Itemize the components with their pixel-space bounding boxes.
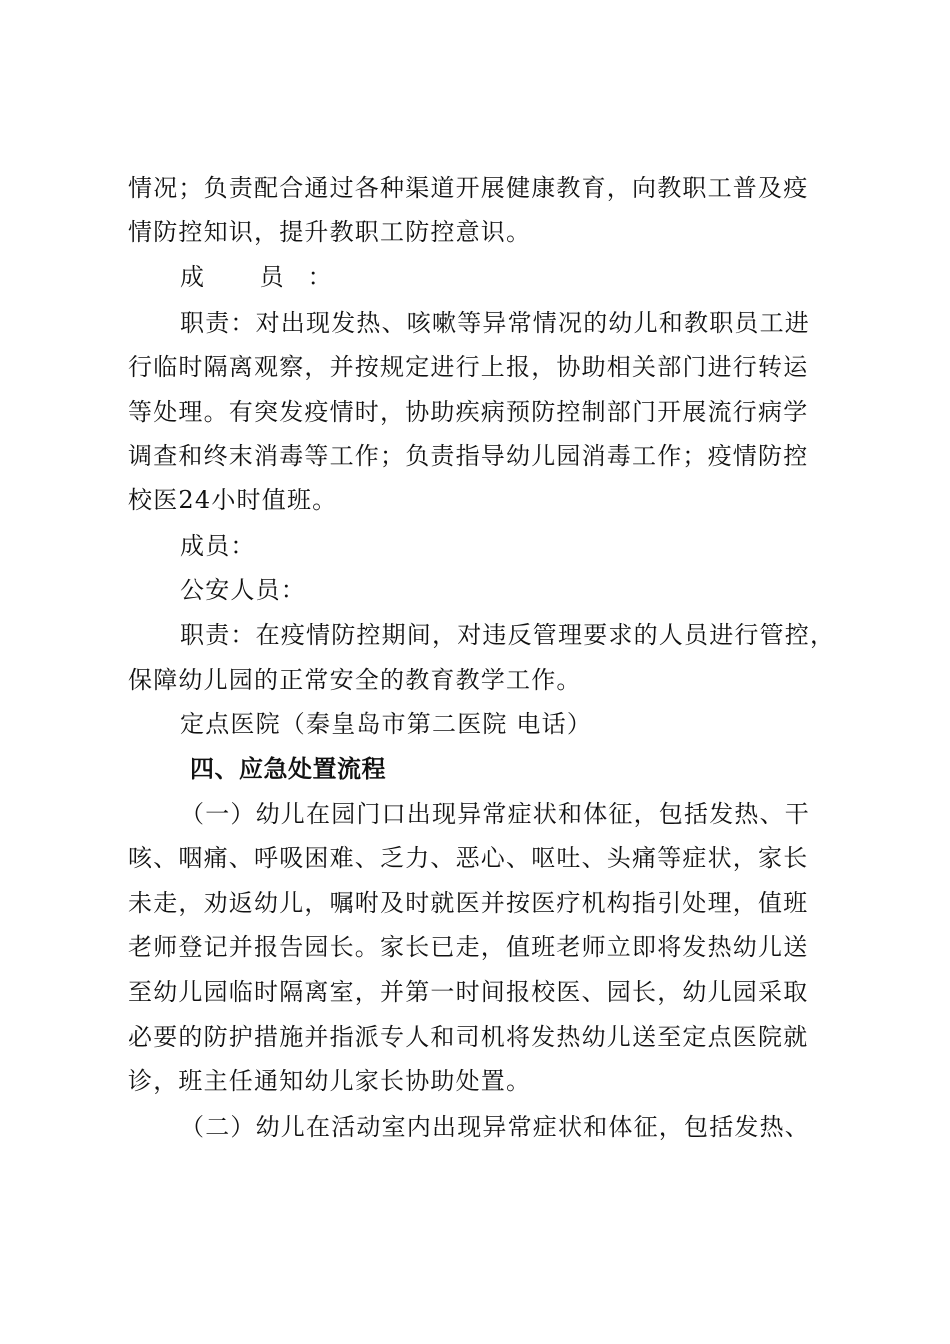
paragraph-line: 校医24小时值班。 [128,486,338,514]
paragraph-line: 未走，劝返幼儿，嘱咐及时就医并按医疗机构指引处理，值班 [128,889,809,917]
section-label: 成 员： [180,263,356,291]
paragraph-line: 调查和终末消毒等工作；负责指导幼儿园消毒工作；疫情防控 [128,442,809,470]
paragraph-line: 情防控知识，提升教职工防控意识。 [128,218,532,246]
paragraph-line: 职责：对出现发热、咳嗽等异常情况的幼儿和教职员工进 [180,309,810,337]
paragraph-line: 保障幼儿园的正常安全的教育教学工作。 [128,666,582,694]
paragraph-line: 等处理。有突发疫情时，协助疾病预防控制部门开展流行病学 [128,398,809,426]
paragraph-line: 咳、咽痛、呼吸困难、乏力、恶心、呕吐、头痛等症状，家长 [128,844,809,872]
section-label: 公安人员： [180,576,306,604]
paragraph-line: 职责：在疫情防控期间，对违反管理要求的人员进行管控， [180,621,836,649]
paragraph-line: 至幼儿园临时隔离室，并第一时间报校医、园长，幼儿园采取 [128,978,809,1006]
paragraph-line: 老师登记并报告园长。家长已走，值班老师立即将发热幼儿送 [128,933,809,961]
paragraph-line: （二）幼儿在活动室内出现异常症状和体征，包括发热、 [180,1113,810,1141]
section-heading: 四、应急处置流程 [190,755,386,783]
paragraph-line: （一）幼儿在园门口出现异常症状和体征，包括发热、干 [180,800,810,828]
paragraph-line: 行临时隔离观察，并按规定进行上报，协助相关部门进行转运 [128,353,809,381]
section-label: 成员： [180,532,256,560]
paragraph-line: 诊，班主任通知幼儿家长协助处置。 [128,1067,532,1095]
paragraph-line: 情况；负责配合通过各种渠道开展健康教育，向教职工普及疫 [128,174,809,202]
paragraph-line: 必要的防护措施并指派专人和司机将发热幼儿送至定点医院就 [128,1023,809,1051]
paragraph-line: 定点医院（秦皇岛市第二医院 电话） [180,710,593,738]
